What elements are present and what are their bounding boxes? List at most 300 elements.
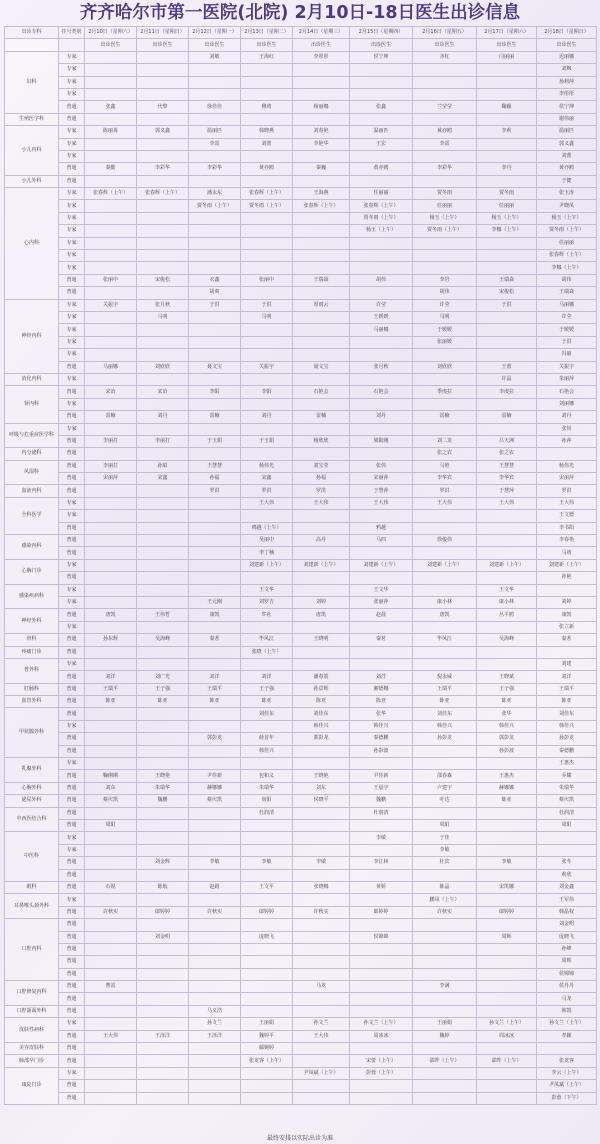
doctor-cell xyxy=(85,1080,137,1092)
doctor-cell xyxy=(241,658,293,670)
department-name: 康复门诊 xyxy=(5,1067,59,1104)
doctor-cell: 韩佳兴 xyxy=(241,745,293,757)
doctor-cell xyxy=(137,287,189,299)
doctor-cell: 刘佳东 xyxy=(241,708,293,720)
department-name xyxy=(5,39,59,51)
doctor-cell xyxy=(189,150,241,162)
doctor-cell: 朱瑞华 xyxy=(537,782,597,794)
doctor-cell xyxy=(241,720,293,732)
doctor-cell xyxy=(189,956,241,968)
registration-type: 普通 xyxy=(59,881,85,893)
doctor-cell xyxy=(189,919,241,931)
doctor-cell: 潘永东 xyxy=(189,188,241,200)
doctor-cell xyxy=(293,807,350,819)
registration-type: 专家 xyxy=(59,225,85,237)
table-row xyxy=(5,658,597,670)
registration-type: 专家 xyxy=(59,832,85,844)
registration-type: 专家 xyxy=(59,720,85,732)
table-row xyxy=(5,559,597,571)
doctor-cell xyxy=(293,956,350,968)
doctor-cell: 赫娜娜 xyxy=(477,782,537,794)
doctor-cell: 郭彭龙 xyxy=(477,733,537,745)
doctor-cell: 唐凯 xyxy=(413,609,477,621)
doctor-cell: 兰莹莹 xyxy=(413,101,477,113)
footer-note: 最终安排以实际出诊为准 xyxy=(266,1135,333,1142)
doctor-cell xyxy=(537,832,597,844)
table-row xyxy=(5,212,597,224)
doctor-cell xyxy=(189,720,241,732)
doctor-cell: 刘蕾 xyxy=(241,138,293,150)
doctor-cell xyxy=(137,919,189,931)
doctor-cell: 李丽打 xyxy=(85,435,137,447)
doctor-cell xyxy=(85,1055,137,1067)
doctor-cell xyxy=(85,336,137,348)
doctor-cell: 温丽匹 xyxy=(537,126,597,138)
doctor-cell: 出诊医生 xyxy=(413,39,477,51)
doctor-cell: 李彤彤 xyxy=(537,88,597,100)
doctor-cell xyxy=(293,237,350,249)
doctor-cell: 孙东辉 xyxy=(85,634,137,646)
registration-type: 普通 xyxy=(59,411,85,423)
doctor-cell: 刘欣欣 xyxy=(137,361,189,373)
table-row xyxy=(5,584,597,596)
table-row xyxy=(5,956,597,968)
doctor-cell xyxy=(413,262,477,274)
doctor-cell xyxy=(85,237,137,249)
registration-type: 专家 xyxy=(59,373,85,385)
doctor-cell: 刘洋 xyxy=(537,671,597,683)
doctor-cell xyxy=(241,212,293,224)
doctor-cell: 张春辉（上午） xyxy=(293,200,350,212)
doctor-cell xyxy=(413,869,477,881)
doctor-cell: 郎婷婷 xyxy=(137,906,189,918)
doctor-cell xyxy=(137,646,189,658)
doctor-cell: 王大伟 xyxy=(241,497,293,509)
doctor-cell: 王子强 xyxy=(241,683,293,695)
doctor-cell: 包和义 xyxy=(241,770,293,782)
department-name: 风湿科 xyxy=(5,460,59,485)
doctor-cell xyxy=(350,968,413,980)
doctor-cell xyxy=(350,547,413,559)
doctor-cell: 刘春艳 xyxy=(293,126,350,138)
doctor-cell: 刘东 xyxy=(85,782,137,794)
doctor-cell: 侯晓平 xyxy=(293,795,350,807)
doctor-cell: 韩佳兴 xyxy=(537,720,597,732)
doctor-cell: 王元刚 xyxy=(189,596,241,608)
doctor-cell: 李娜（上午） xyxy=(537,262,597,274)
doctor-cell xyxy=(413,547,477,559)
doctor-cell: 陈亚 xyxy=(189,696,241,708)
table-row xyxy=(5,881,597,893)
doctor-cell xyxy=(477,968,537,980)
doctor-cell: 衣鑫 xyxy=(189,274,241,286)
doctor-cell xyxy=(477,522,537,534)
doctor-cell: 许秋实 xyxy=(85,906,137,918)
doctor-cell xyxy=(413,658,477,670)
doctor-cell: 杨伟光 xyxy=(241,460,293,472)
doctor-cell: 李书阳 xyxy=(537,522,597,534)
doctor-cell: 王文华 xyxy=(350,584,413,596)
department-name: 感染疾病科 xyxy=(5,584,59,609)
doctor-cell: 周冰冰 xyxy=(350,1030,413,1042)
doctor-cell xyxy=(189,646,241,658)
doctor-cell: 聂文宝 xyxy=(293,361,350,373)
doctor-cell: 刘金辉 xyxy=(137,857,189,869)
department-name: 泌尿外科 xyxy=(5,795,59,807)
doctor-cell: 许莹 xyxy=(413,299,477,311)
doctor-cell: 李敏 xyxy=(477,857,537,869)
doctor-cell xyxy=(137,720,189,732)
doctor-cell xyxy=(85,621,137,633)
table-row xyxy=(5,510,597,522)
doctor-cell xyxy=(241,150,293,162)
doctor-cell: 王媛媛 xyxy=(350,311,413,323)
registration-type: 普通 xyxy=(59,745,85,757)
doctor-cell xyxy=(350,398,413,410)
doctor-cell xyxy=(537,584,597,596)
table-row xyxy=(5,473,597,485)
doctor-cell: 关振宇 xyxy=(537,361,597,373)
doctor-cell xyxy=(137,993,189,1005)
table-row xyxy=(5,460,597,472)
doctor-cell xyxy=(413,398,477,410)
table-row xyxy=(5,1092,597,1104)
doctor-cell: 吴海峰 xyxy=(477,634,537,646)
table-row xyxy=(5,596,597,608)
doctor-cell: 代黎 xyxy=(137,101,189,113)
doctor-cell: 彭蓉（上午） xyxy=(350,1067,413,1079)
doctor-cell: 齐红 xyxy=(413,51,477,63)
doctor-cell xyxy=(137,212,189,224)
doctor-cell xyxy=(477,150,537,162)
doctor-cell xyxy=(413,745,477,757)
doctor-cell: 陈亚 xyxy=(293,696,350,708)
doctor-cell xyxy=(477,250,537,262)
doctor-cell xyxy=(293,1005,350,1017)
doctor-cell: 罗洪 xyxy=(293,485,350,497)
doctor-cell xyxy=(413,175,477,187)
doctor-cell: 邮婉婷 xyxy=(241,1043,293,1055)
doctor-cell xyxy=(189,535,241,547)
registration-type: 普通 xyxy=(59,943,85,955)
doctor-cell: 孙文兰（上午） xyxy=(477,1018,537,1030)
doctor-cell: 马明 xyxy=(137,311,189,323)
table-row xyxy=(5,621,597,633)
doctor-cell xyxy=(85,596,137,608)
doctor-cell: 孙文兰（上午） xyxy=(350,1018,413,1030)
doctor-cell: 李敏 xyxy=(350,832,413,844)
table-row xyxy=(5,423,597,435)
doctor-cell xyxy=(137,572,189,584)
doctor-cell xyxy=(350,658,413,670)
department-name: 口腔修复内科 xyxy=(5,981,59,1006)
table-row xyxy=(5,411,597,423)
doctor-cell xyxy=(537,1043,597,1055)
doctor-cell: 李丽打 xyxy=(85,460,137,472)
doctor-cell: 蔡庆凯 xyxy=(189,795,241,807)
department-name: 美容皮肤科 xyxy=(5,1043,59,1055)
table-row xyxy=(5,993,597,1005)
doctor-cell: 秦德鹏 xyxy=(537,745,597,757)
doctor-cell: 孙昭 xyxy=(137,460,189,472)
doctor-cell xyxy=(477,175,537,187)
doctor-cell: 王大伟 xyxy=(537,497,597,509)
table-row xyxy=(5,906,597,918)
department-name: 肾内科 xyxy=(5,386,59,423)
doctor-cell: 许莹 xyxy=(350,299,413,311)
doctor-cell xyxy=(350,993,413,1005)
doctor-cell xyxy=(85,138,137,150)
doctor-cell xyxy=(85,1005,137,1017)
doctor-cell xyxy=(137,943,189,955)
registration-type: 普通 xyxy=(59,646,85,658)
table-row xyxy=(5,696,597,708)
doctor-cell: 侯宁坤 xyxy=(350,51,413,63)
table-row xyxy=(5,745,597,757)
doctor-cell: 刘建新（上午） xyxy=(293,559,350,571)
doctor-cell: 张晓（上午） xyxy=(241,646,293,658)
doctor-cell xyxy=(137,758,189,770)
doctor-cell: 陈亚 xyxy=(350,696,413,708)
doctor-cell: 刘丽娜 xyxy=(537,398,597,410)
registration-type: 普通 xyxy=(59,708,85,720)
doctor-cell xyxy=(477,349,537,361)
doctor-cell: 罗洪 xyxy=(241,485,293,497)
doctor-cell xyxy=(189,1043,241,1055)
department-name: 消化内科 xyxy=(5,373,59,385)
doctor-cell xyxy=(477,658,537,670)
doctor-cell: 潘春震 xyxy=(293,671,350,683)
table-row xyxy=(5,720,597,732)
doctor-cell: 张丽中 xyxy=(85,274,137,286)
doctor-cell xyxy=(137,200,189,212)
doctor-cell: 于洪 xyxy=(477,299,537,311)
doctor-cell: 孙福 xyxy=(189,473,241,485)
doctor-cell xyxy=(85,349,137,361)
doctor-cell xyxy=(189,621,241,633)
doctor-cell: 贾冬雨（上午） xyxy=(537,225,597,237)
registration-type: 普通 xyxy=(59,535,85,547)
doctor-cell xyxy=(137,894,189,906)
doctor-cell: 胡伟 xyxy=(350,274,413,286)
doctor-cell xyxy=(350,150,413,162)
doctor-cell xyxy=(293,349,350,361)
doctor-cell xyxy=(85,287,137,299)
doctor-cell: 倪永威 xyxy=(413,671,477,683)
doctor-cell xyxy=(350,869,413,881)
doctor-cell xyxy=(137,398,189,410)
registration-type: 专家 xyxy=(59,758,85,770)
doctor-cell xyxy=(477,844,537,856)
doctor-cell xyxy=(85,423,137,435)
column-header: 挂号类别 xyxy=(59,27,85,39)
doctor-cell: 刘洋 xyxy=(85,671,137,683)
doctor-cell xyxy=(293,894,350,906)
doctor-cell: 蔡庆凯 xyxy=(537,795,597,807)
doctor-cell: 王宏 xyxy=(350,138,413,150)
doctor-cell xyxy=(189,547,241,559)
doctor-cell: 闫丽丽 xyxy=(477,51,537,63)
doctor-cell: 张玉涛 xyxy=(537,188,597,200)
doctor-cell xyxy=(189,113,241,125)
doctor-cell: 张之农 xyxy=(477,448,537,460)
doctor-cell: 刘佳东 xyxy=(413,708,477,720)
registration-type: 专家 xyxy=(59,299,85,311)
table-row xyxy=(5,547,597,559)
registration-type: 专家 xyxy=(59,250,85,262)
doctor-cell xyxy=(350,88,413,100)
doctor-cell xyxy=(189,943,241,955)
registration-type: 专家 xyxy=(59,188,85,200)
doctor-cell xyxy=(137,1043,189,1055)
doctor-cell xyxy=(85,844,137,856)
doctor-cell xyxy=(241,981,293,993)
doctor-cell: 刘枫 xyxy=(537,64,597,76)
doctor-cell: 王文平 xyxy=(241,881,293,893)
doctor-cell xyxy=(241,76,293,88)
doctor-cell xyxy=(350,349,413,361)
doctor-cell: 郭义鑫 xyxy=(137,126,189,138)
doctor-cell xyxy=(241,287,293,299)
doctor-cell xyxy=(189,745,241,757)
department-name: 感染内科 xyxy=(5,535,59,560)
registration-type: 普通 xyxy=(59,820,85,832)
doctor-cell xyxy=(85,559,137,571)
doctor-cell: 马靖 xyxy=(537,547,597,559)
doctor-cell: 庞晓飞 xyxy=(241,931,293,943)
doctor-cell xyxy=(85,76,137,88)
doctor-cell: 张春辉（上午） xyxy=(350,200,413,212)
registration-type: 普通 xyxy=(59,671,85,683)
doctor-cell: 孙彭龙 xyxy=(413,733,477,745)
doctor-cell xyxy=(537,646,597,658)
doctor-cell: 马丽娜 xyxy=(537,299,597,311)
doctor-cell xyxy=(350,237,413,249)
doctor-cell xyxy=(413,88,477,100)
doctor-cell xyxy=(413,522,477,534)
registration-type: 普通 xyxy=(59,1005,85,1017)
doctor-cell: 孙文兰（上午） xyxy=(537,1018,597,1030)
doctor-cell: 周辉 xyxy=(537,956,597,968)
table-row xyxy=(5,88,597,100)
doctor-cell xyxy=(85,658,137,670)
doctor-cell: 侯锦锦 xyxy=(537,968,597,980)
doctor-cell: 康小林 xyxy=(477,596,537,608)
doctor-cell: 王海燕 xyxy=(293,188,350,200)
doctor-cell: 迟丽娜 xyxy=(537,51,597,63)
table-row xyxy=(5,200,597,212)
doctor-cell: 李云（上午） xyxy=(537,1067,597,1079)
doctor-cell xyxy=(350,64,413,76)
registration-type: 专家 xyxy=(59,510,85,522)
doctor-cell xyxy=(293,758,350,770)
doctor-cell: 马丽娜 xyxy=(85,361,137,373)
doctor-cell: 刘洋 xyxy=(189,671,241,683)
doctor-cell xyxy=(137,262,189,274)
doctor-cell xyxy=(293,212,350,224)
doctor-cell xyxy=(241,758,293,770)
doctor-cell xyxy=(85,175,137,187)
doctor-cell xyxy=(189,820,241,832)
doctor-cell: 周阳 xyxy=(85,820,137,832)
doctor-cell: 刘佳东 xyxy=(293,708,350,720)
doctor-cell xyxy=(477,311,537,323)
doctor-cell xyxy=(350,894,413,906)
doctor-cell xyxy=(241,373,293,385)
doctor-cell: 宋凯娜 xyxy=(477,881,537,893)
doctor-cell: 刘敏 xyxy=(189,51,241,63)
doctor-cell xyxy=(241,1067,293,1079)
column-header: 2月12日（星期一） xyxy=(189,27,241,39)
column-header: 2月14日（星期三） xyxy=(293,27,350,39)
doctor-cell: 刘建新（上午） xyxy=(241,559,293,571)
column-header: 2月17日（星期六） xyxy=(477,27,537,39)
table-row xyxy=(5,758,597,770)
registration-type: 专家 xyxy=(59,64,85,76)
doctor-cell xyxy=(85,200,137,212)
doctor-cell xyxy=(189,931,241,943)
table-row xyxy=(5,535,597,547)
doctor-cell: 乔耀 xyxy=(537,770,597,782)
doctor-cell xyxy=(293,658,350,670)
table-row xyxy=(5,64,597,76)
doctor-cell: 刘婷 xyxy=(537,596,597,608)
doctor-cell xyxy=(293,448,350,460)
doctor-cell xyxy=(293,510,350,522)
registration-type: 普通 xyxy=(59,113,85,125)
doctor-cell: 魏婷 xyxy=(413,1030,477,1042)
doctor-cell: 杨玉（上午） xyxy=(413,212,477,224)
doctor-cell xyxy=(350,287,413,299)
doctor-cell: 郎婷婷 xyxy=(477,906,537,918)
doctor-cell xyxy=(350,262,413,274)
doctor-cell: 张月秋 xyxy=(137,299,189,311)
doctor-cell xyxy=(137,968,189,980)
doctor-cell: 贾冬雨（上午） xyxy=(189,200,241,212)
doctor-cell xyxy=(85,720,137,732)
doctor-cell: 宋冶 xyxy=(137,386,189,398)
registration-type: 普通 xyxy=(59,968,85,980)
department-name: 中西医结合科 xyxy=(5,807,59,832)
department-name: 小儿内科 xyxy=(5,126,59,176)
doctor-cell: 李阳 xyxy=(241,386,293,398)
department-name: 心内科 xyxy=(5,188,59,300)
department-name: 全科医学 xyxy=(5,497,59,534)
registration-type: 普通 xyxy=(59,609,85,621)
doctor-cell: 雷楠 xyxy=(85,411,137,423)
doctor-cell xyxy=(477,1067,537,1079)
doctor-cell xyxy=(293,993,350,1005)
doctor-cell: 刘二龙 xyxy=(413,435,477,447)
doctor-cell xyxy=(85,212,137,224)
doctor-cell xyxy=(477,832,537,844)
doctor-cell: 刘丹 xyxy=(241,411,293,423)
doctor-cell xyxy=(241,262,293,274)
doctor-cell xyxy=(85,1018,137,1030)
registration-type: 专家 xyxy=(59,497,85,509)
doctor-cell: 李彩华 xyxy=(137,163,189,175)
doctor-cell xyxy=(477,572,537,584)
doctor-cell xyxy=(413,113,477,125)
registration-type: 专家 xyxy=(59,349,85,361)
doctor-cell xyxy=(413,646,477,658)
doctor-cell xyxy=(85,373,137,385)
doctor-cell: 任丽丽 xyxy=(413,200,477,212)
doctor-cell xyxy=(189,88,241,100)
doctor-cell: 刘丹 xyxy=(537,411,597,423)
doctor-cell xyxy=(477,894,537,906)
doctor-cell: 张春辉（上午） xyxy=(537,250,597,262)
